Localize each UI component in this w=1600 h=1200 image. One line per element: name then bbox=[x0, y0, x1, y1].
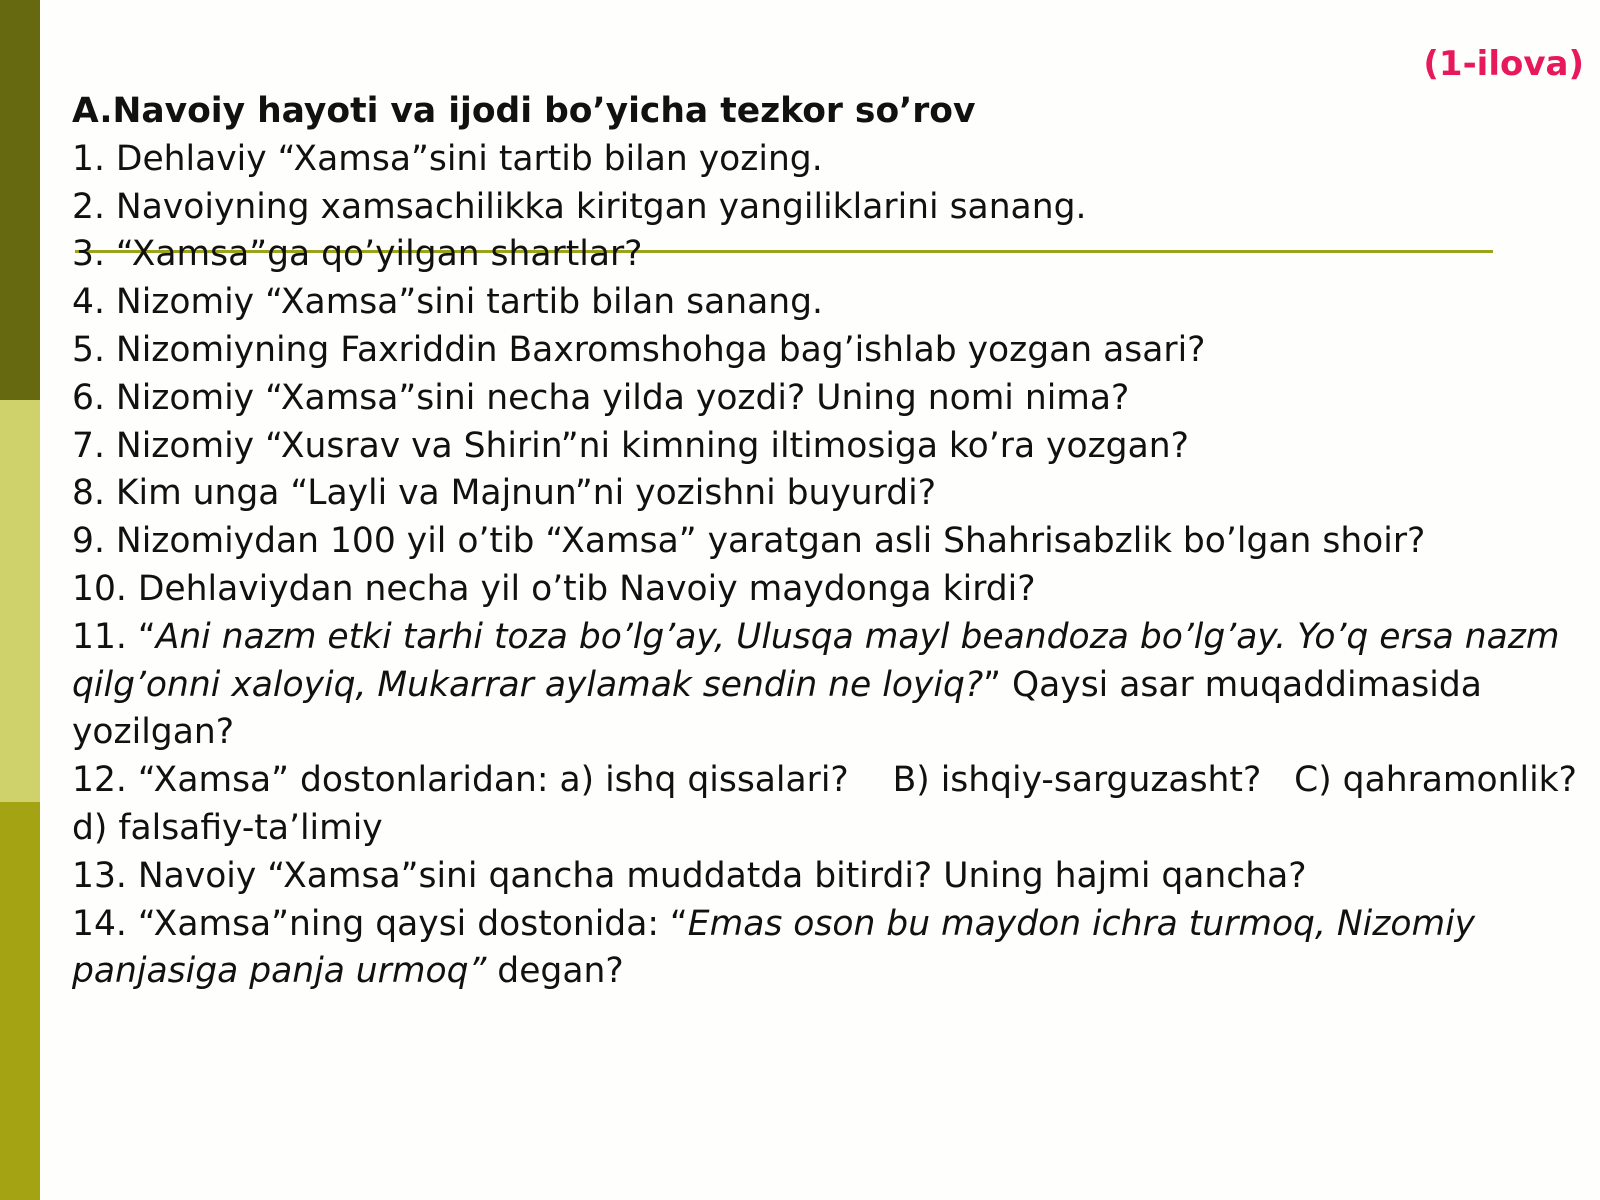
sidebar-segment-top bbox=[0, 0, 40, 400]
page-title: A.Navoiy hayoti va ijodi bo’yicha tezkor so’rov bbox=[72, 91, 976, 131]
question-14-prefix: 14. “Xamsa”ning qaysi dostonida: “ bbox=[72, 903, 688, 944]
question-7: 7. Nizomiy “Xusrav va Shirin”ni kimning iltimosiga ko’ra yozgan? bbox=[72, 425, 1189, 466]
question-11-prefix: 11. “ bbox=[72, 616, 156, 657]
question-6: 6. Nizomiy “Xamsa”sini necha yilda yozdi? Uning nomi nima? bbox=[72, 377, 1130, 418]
question-14 bbox=[72, 901, 1577, 997]
question-9: 9. Nizomiydan 100 yil o’tib “Xamsa” yaratgan asli Shahrisabzlik bo’lgan shoir? bbox=[72, 521, 1426, 562]
question-11-suffix: ” Qaysi asar muqaddimasida yozilgan? bbox=[72, 664, 1482, 753]
question-5: 5. Nizomiyning Faxriddin Baxromshohga bag’ishlab yozgan asari? bbox=[72, 329, 1206, 370]
sidebar-segment-bottom bbox=[0, 802, 40, 1200]
question-8: 8. Kim unga “Layli va Majnun”ni yozishni buyurdi? bbox=[72, 473, 937, 514]
question-3: 3. “Xamsa”ga qo’yilgan shartlar? bbox=[72, 234, 643, 275]
question-13: 13. Navoiy “Xamsa”sini qancha muddatda bitirdi? Uning hajmi qancha? bbox=[72, 855, 1307, 896]
question-11 bbox=[72, 614, 1577, 757]
question-2: 2. Navoiyning xamsachilikka kiritgan yangiliklarini sanang. bbox=[72, 186, 1087, 227]
question-12-option-d: d) falsafiy-ta’limiy bbox=[72, 807, 383, 848]
questionnaire bbox=[72, 88, 1577, 996]
question-11-quote: Ani nazm etki tarhi toza bo’lg’ay, Ulusqa mayl beandoza bo’lg’ay. Yo’q ersa nazm qilg’onni xaloyiq, Mukarrar aylamak sendin ne loyiq? bbox=[72, 616, 1560, 705]
appendix-label: (1-ilova) bbox=[1423, 44, 1584, 84]
sidebar-segment-middle bbox=[0, 400, 40, 802]
question-4: 4. Nizomiy “Xamsa”sini tartib bilan sanang. bbox=[72, 282, 823, 323]
question-1: 1. Dehlaviy “Xamsa”sini tartib bilan yozing. bbox=[72, 138, 823, 179]
question-14-quote: Emas oson bu maydon ichra turmoq, Nizomiy panjasiga panja urmoq” bbox=[72, 903, 1476, 992]
question-14-suffix: degan? bbox=[486, 951, 624, 992]
sidebar-decoration bbox=[0, 0, 40, 1200]
question-12: 12. “Xamsa” dostonlaridan: a) ishq qissalari? B) ishqiy-sarguzasht? C) qahramonlik? bbox=[72, 760, 1577, 801]
question-10: 10. Dehlaviydan necha yil o’tib Navoiy maydonga kirdi? bbox=[72, 568, 1036, 609]
